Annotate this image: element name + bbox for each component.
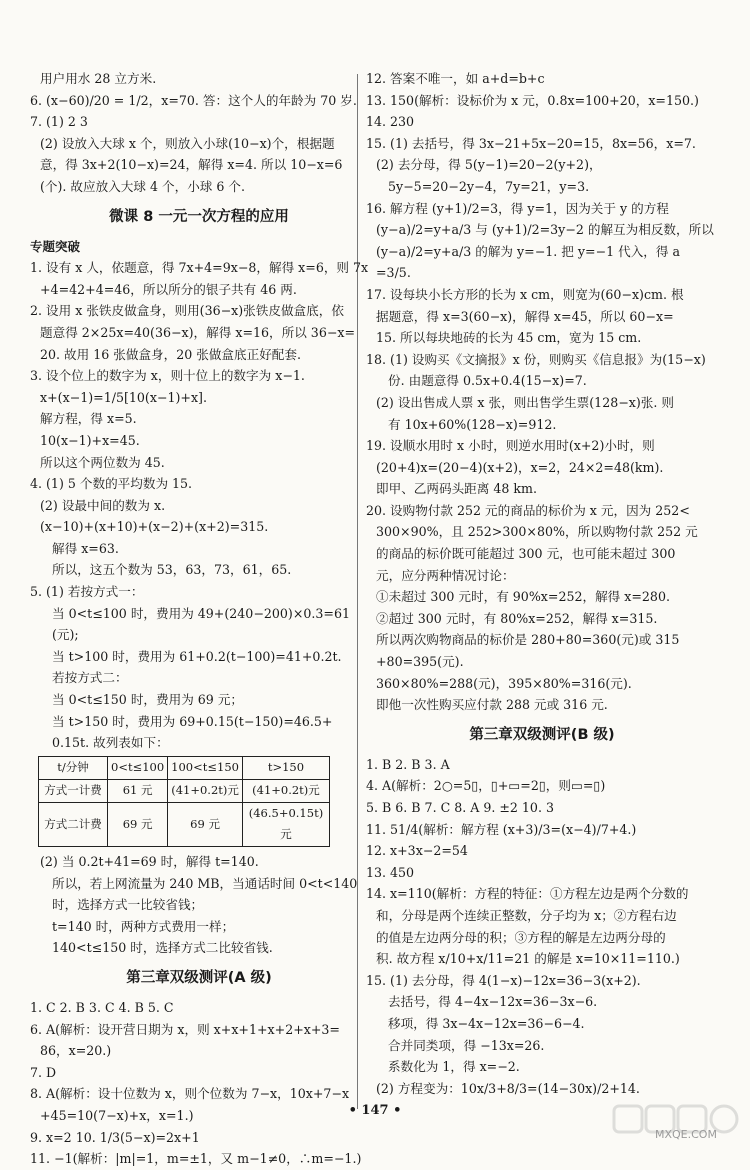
table-header-row bbox=[39, 756, 330, 779]
text-line: 即甲、乙两码头距离 48 km. bbox=[376, 481, 537, 497]
text-line: 17. 设每块小长方形的长为 x cm，则宽为(60−x)cm. 根 bbox=[366, 286, 684, 302]
text-line: 5. B 6. B 7. C 8. A 9. ±2 10. 3 bbox=[366, 800, 554, 815]
text-line: 的值是左边两分母的积；③方程的解是左边两分母的 bbox=[376, 929, 666, 945]
text-line: 1. B 2. B 3. A bbox=[366, 756, 450, 772]
table-cell: 69 元 bbox=[168, 802, 243, 846]
text-line: 12. 答案不唯一，如 a+d=b+c bbox=[366, 71, 545, 86]
text-line: 13. 450 bbox=[366, 864, 415, 880]
text-line: 6. (x−60)/20 = 1/2，x=70. 答：这个人的年龄为 70 岁. bbox=[30, 92, 357, 108]
text-line: 86，x=20.) bbox=[40, 1043, 112, 1059]
text-line: 5. (1) 若按方式一： bbox=[30, 584, 144, 600]
table-header-cell: 0<t≤100 bbox=[108, 756, 168, 779]
text-line: 11. −1(解析：|m|=1，m=±1，又 m−1≠0，∴m=−1.) bbox=[30, 1151, 362, 1167]
text-line: 14. x=110(解析：方程的特征：①方程左边是两个分数的 bbox=[366, 886, 689, 902]
text-line: 的商品的标价既可能超过 300 元，也可能未超过 300 bbox=[376, 546, 676, 562]
text-line: 20. 故用 16 张做盒身，20 张做盒底正好配套. bbox=[40, 346, 302, 362]
text-line: 当 0<t≤100 时，费用为 49+(240−200)×0.3=61 bbox=[52, 605, 350, 621]
text-line: 当 t>150 时，费用为 69+0.15(t−150)=46.5+ bbox=[52, 713, 333, 729]
text-line: (y−a)/2=y+a/3 的解为 y=−1. 把 y=−1 代入，得 a bbox=[376, 243, 680, 259]
text-line: 解得 x=63. bbox=[52, 540, 119, 556]
text-line: 14. 230 bbox=[366, 114, 415, 130]
left-column bbox=[30, 68, 368, 1170]
text-line: 300×90%，且 252>300×80%，所以购物付款 252 元 bbox=[376, 524, 698, 540]
text-line: 合并同类项，得 −13x=26. bbox=[388, 1037, 545, 1053]
text-line: 4. A(解析：2○=5▯，▯+▭=2▯，则▭=▯) bbox=[366, 778, 606, 794]
text-line: 0.15t. 故列表如下： bbox=[52, 735, 169, 751]
text-line: (20+4)x=(20−4)(x+2)，x=2，24×2=48(km). bbox=[376, 459, 664, 475]
text-line: (2) 设最中间的数为 x. bbox=[40, 497, 166, 513]
text-line: 11. 51/4(解析：解方程 (x+3)/3=(x−4)/7+4.) bbox=[366, 821, 637, 837]
text-line: 360×80%=288(元)，395×80%=316(元). bbox=[376, 675, 632, 691]
table-row bbox=[39, 779, 330, 802]
text-line: 积. 故方程 x/10+x/11=21 的解是 x=10×11=110.) bbox=[376, 951, 680, 967]
page-number: • 147 • bbox=[348, 1103, 402, 1118]
text-line: 即他一次性购买应付款 288 元或 316 元. bbox=[376, 697, 608, 713]
text-line: 所以这个两位数为 45. bbox=[40, 454, 165, 470]
text-line: (个). 故应放入大球 4 个，小球 6 个. bbox=[40, 178, 245, 194]
text-line: 9. x=2 10. 1/3(5−x)=2x+1 bbox=[30, 1129, 200, 1145]
text-line: t=140 时，两种方式费用一样； bbox=[52, 918, 235, 934]
text-line: 元，应分两种情况讨论： bbox=[376, 567, 515, 583]
table-cell: 69 元 bbox=[108, 802, 168, 846]
table-cell: 方式二计费 bbox=[39, 802, 108, 846]
text-line: (2) 当 0.2t+41=69 时，解得 t=140. bbox=[40, 854, 259, 869]
text-line: 用户用水 28 立方米. bbox=[40, 71, 157, 86]
right-column bbox=[366, 68, 718, 1099]
table-cell: 方式一计费 bbox=[39, 779, 108, 802]
section-title: 第三章双级测评(A 级) bbox=[126, 969, 272, 986]
text-line: 15. (1) 去括号，得 3x−21+5x−20=15，8x=56，x=7. bbox=[366, 135, 696, 151]
table-header-cell: t/分钟 bbox=[39, 756, 108, 779]
text-line: =3/5. bbox=[376, 265, 411, 281]
section-title: 第三章双级测评(B 级) bbox=[469, 726, 615, 743]
table-cell: (41+0.2t)元 bbox=[242, 779, 329, 802]
text-line: 有 10x+60%(128−x)=912. bbox=[388, 416, 557, 432]
text-line: 15. 所以每块地砖的长为 45 cm，宽为 15 cm. bbox=[376, 330, 642, 346]
text-line: 13. 150(解析：设标价为 x 元，0.8x=100+20，x=150.) bbox=[366, 92, 699, 108]
text-line: 7. D bbox=[30, 1064, 57, 1080]
text-line: x+(x−1)=1/5[10(x−1)+x]. bbox=[40, 389, 207, 405]
text-line: 1. 设有 x 人，依题意，得 7x+4=9x−8，解得 x=6，则 7x bbox=[30, 260, 368, 276]
text-line: 据题意，得 x=3(60−x)，解得 x=45，所以 60−x= bbox=[376, 308, 674, 324]
text-line: 6. A(解析：设开营日期为 x，则 x+x+1+x+2+x+3= bbox=[30, 1021, 340, 1037]
table-header-cell: t>150 bbox=[242, 756, 329, 779]
text-line: (y−a)/2=y+a/3 与 (y+1)/2=3y−2 的解互为相反数，所以 bbox=[376, 222, 714, 238]
text-line: (元); bbox=[52, 627, 79, 643]
text-line: (2) 去分母，得 5(y−1)=20−2(y+2)， bbox=[376, 157, 602, 173]
text-line: +45=10(7−x)+x，x=1.) bbox=[40, 1107, 194, 1123]
watermark-url: MXQE.COM bbox=[655, 1128, 717, 1141]
text-line: 16. 解方程 (y+1)/2=3，得 y=1，因为关于 y 的方程 bbox=[366, 200, 669, 216]
text-line: ①未超过 300 元时，有 90%x=252，解得 x=280. bbox=[376, 589, 670, 605]
text-line: 18. (1) 设购买《文摘报》x 份，则购买《信息报》为(15−x) bbox=[366, 351, 706, 367]
text-line: 4. (1) 5 个数的平均数为 15. bbox=[30, 476, 193, 492]
table-row bbox=[39, 802, 330, 846]
table-cell: (46.5+0.15t)元 bbox=[242, 802, 329, 846]
subsection-title: 专题突破 bbox=[30, 238, 81, 254]
text-line: 7. (1) 2 3 bbox=[30, 114, 88, 130]
text-line: (2) 设放入大球 x 个，则放入小球(10−x)个，根据题 bbox=[40, 135, 335, 151]
table-cell: (41+0.2t)元 bbox=[168, 779, 243, 802]
text-line: 140<t≤150 时，选择方式二比较省钱. bbox=[52, 940, 273, 956]
text-line: 2. 设用 x 张铁皮做盒身，则用(36−x)张铁皮做盒底，依 bbox=[30, 303, 344, 319]
text-line: 移项，得 3x−4x−12x=36−6−4. bbox=[388, 1015, 585, 1031]
text-line: 19. 设顺水用时 x 小时，则逆水用时(x+2)小时，则 bbox=[366, 438, 655, 454]
text-line: 所以两次购物商品的标价是 280+80=360(元)或 315 bbox=[376, 632, 680, 648]
section-title: 微课 8 一元一次方程的应用 bbox=[109, 208, 289, 225]
text-line: 意，得 3x+2(10−x)=24，解得 x=4. 所以 10−x=6 bbox=[40, 157, 343, 173]
text-line: 去括号，得 4−4x−12x=36−3x−6. bbox=[388, 994, 598, 1010]
text-line: 份. 由题意得 0.5x+0.4(15−x)=7. bbox=[388, 373, 587, 389]
text-line: +4=42+4=46，所以所分的银子共有 46 两. bbox=[40, 281, 297, 297]
text-line: 15. (1) 去分母，得 4(1−x)−12x=36−3(x+2). bbox=[366, 972, 641, 988]
text-line: 8. A(解析：设十位数为 x，则个位数为 7−x，10x+7−x bbox=[30, 1086, 350, 1102]
text-line: 系数化为 1，得 x=−2. bbox=[388, 1059, 520, 1075]
text-line: +80=395(元). bbox=[376, 654, 464, 670]
text-line: (x−10)+(x+10)+(x−2)+(x+2)=315. bbox=[40, 519, 269, 535]
text-line: (2) 设出售成人票 x 张，则出售学生票(128−x)张. 则 bbox=[376, 394, 674, 410]
text-line: 12. x+3x−2=54 bbox=[366, 843, 468, 859]
text-line: 5y−5=20−2y−4，7y=21，y=3. bbox=[388, 178, 590, 194]
table-cell: 61 元 bbox=[108, 779, 168, 802]
fee-table bbox=[38, 756, 330, 847]
text-line: 当 t>100 时，费用为 61+0.2(t−100)=41+0.2t. bbox=[52, 648, 342, 664]
text-line: 和，分母是两个连续正整数，分子均为 x；②方程右边 bbox=[376, 907, 677, 923]
text-line: 解方程，得 x=5. bbox=[40, 411, 137, 427]
text-line: 题意得 2×25x=40(36−x)，解得 x=16，所以 36−x= bbox=[40, 324, 356, 340]
text-line: 10(x−1)+x=45. bbox=[40, 432, 140, 448]
text-line: 3. 设个位上的数字为 x，则十位上的数字为 x−1. bbox=[30, 368, 305, 384]
text-line: 所以，若上网流量为 240 MB，当通话时间 0<t<140 bbox=[52, 875, 358, 891]
text-line: 20. 设购物付款 252 元的商品的标价为 x 元，因为 252< bbox=[366, 502, 690, 518]
text-line: 所以，这五个数为 53，63，73，61，65. bbox=[52, 562, 292, 578]
text-line: 时，选择方式一比较省钱； bbox=[52, 897, 204, 913]
text-line: (2) 方程变为：10x/3+8/3=(14−30x)/2+14. bbox=[376, 1080, 640, 1096]
text-line: 若按方式二： bbox=[52, 670, 128, 686]
text-line: ②超过 300 元时，有 80%x=252，解得 x=315. bbox=[376, 610, 658, 626]
table-header-cell: 100<t≤150 bbox=[168, 756, 243, 779]
text-line: 当 0<t≤150 时，费用为 69 元； bbox=[52, 692, 244, 708]
text-line: 1. C 2. B 3. C 4. B 5. C bbox=[30, 999, 174, 1015]
